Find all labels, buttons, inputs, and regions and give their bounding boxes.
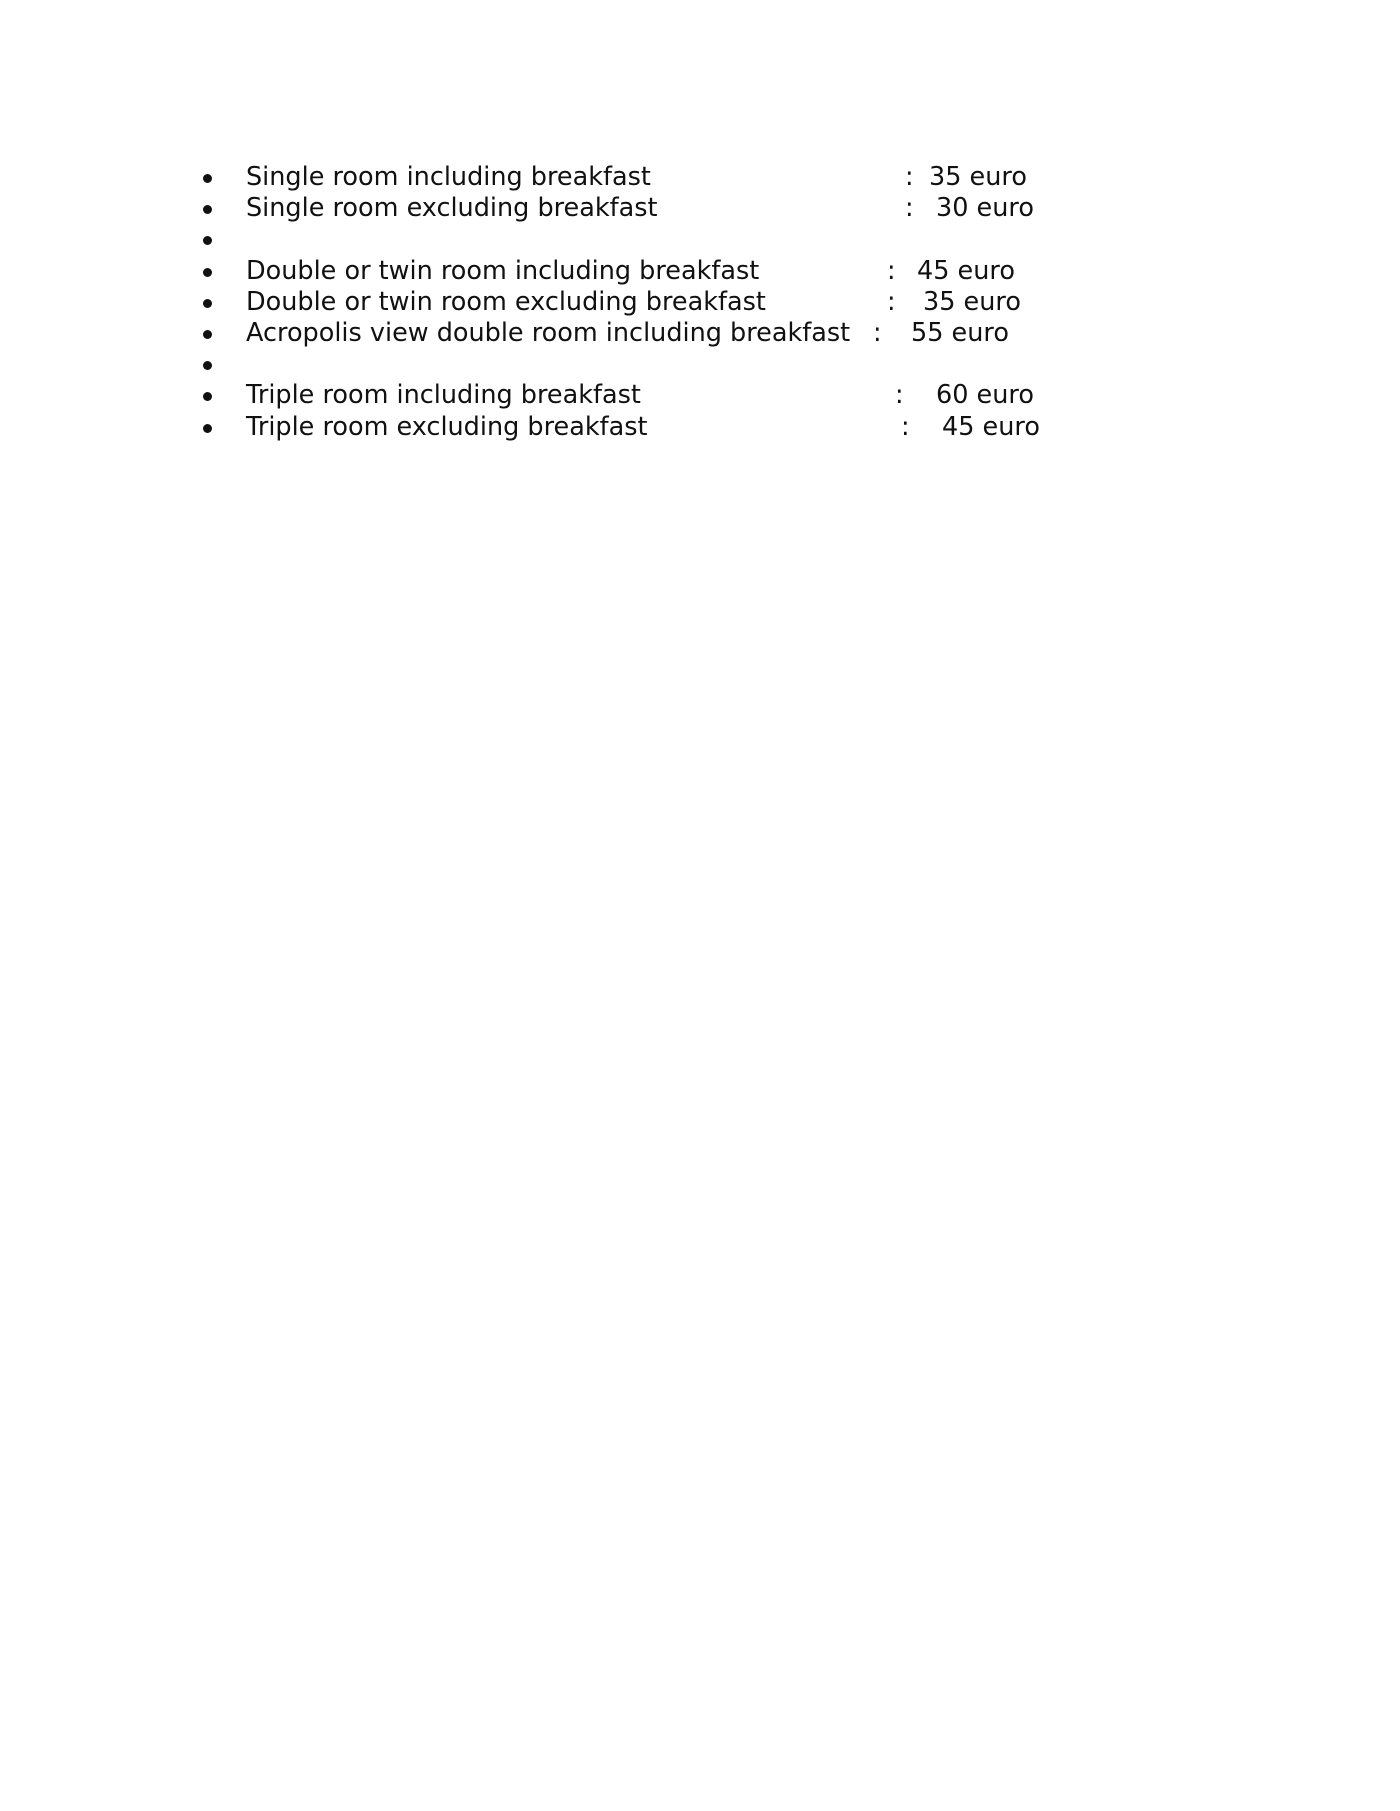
colon-separator: : [901, 411, 910, 442]
room-type-label: Single room including breakfast [246, 162, 651, 192]
room-type-label: Triple room including breakfast [246, 380, 641, 411]
empty-list-item [203, 224, 1103, 255]
bullet-icon [203, 236, 212, 245]
colon-separator: : [873, 317, 882, 348]
list-item [203, 256, 1103, 287]
room-type-label: Triple room excluding breakfast [246, 411, 648, 442]
bullet-icon [203, 424, 212, 433]
list-item [203, 162, 1103, 193]
colon-separator: : [887, 255, 896, 286]
bullet-icon [203, 392, 212, 401]
bullet-icon [203, 299, 212, 308]
room-price: 45 euro [917, 255, 1015, 286]
colon-separator: : [905, 193, 914, 224]
room-price: 60 euro [936, 380, 1034, 411]
room-type-label: Acropolis view double room including breakfast [246, 317, 851, 348]
room-price: 30 euro [936, 193, 1034, 224]
list-item [203, 380, 1103, 411]
list-item [203, 287, 1103, 318]
room-price: 35 euro [929, 162, 1027, 192]
room-price: 35 euro [923, 286, 1021, 317]
room-price: 45 euro [942, 411, 1040, 442]
room-type-label: Single room excluding breakfast [246, 193, 658, 224]
empty-list-item [203, 349, 1103, 380]
room-type-label: Double or twin room including breakfast [246, 255, 760, 286]
bullet-icon [203, 268, 212, 277]
list-item [203, 318, 1103, 349]
bullet-icon [203, 361, 212, 370]
bullet-icon [203, 330, 212, 339]
room-price: 55 euro [911, 317, 1009, 348]
room-type-label: Double or twin room excluding breakfast [246, 286, 766, 317]
colon-separator: : [895, 380, 904, 411]
list-item [203, 193, 1103, 224]
bullet-icon [203, 174, 212, 183]
colon-separator: : [905, 162, 914, 192]
room-rate-list [203, 162, 1103, 443]
list-item [203, 412, 1103, 443]
bullet-icon [203, 205, 212, 214]
colon-separator: : [887, 286, 896, 317]
